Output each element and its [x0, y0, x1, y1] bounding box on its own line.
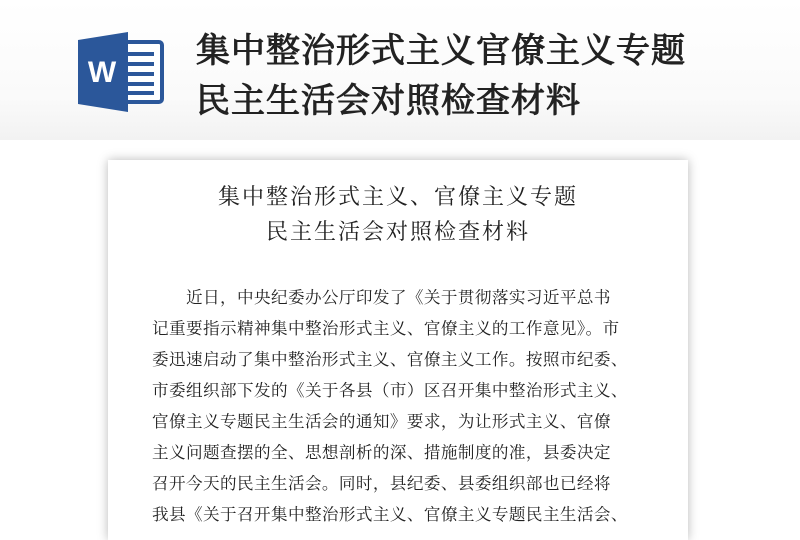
document-title-line-2: 民主生活会对照检查材料 — [196, 81, 581, 121]
body-line: 市委组织部下发的《关于各县（市）区召开集中整治形式主义、 — [152, 381, 628, 400]
word-icon-letter: W — [87, 56, 117, 89]
header-banner — [0, 0, 800, 140]
body-line: 近日，中央纪委办公厅印发了《关于贯彻落实习近平总书 — [152, 288, 611, 307]
body-line: 主义问题查摆的全、思想剖析的深、措施制度的准，县委决定 — [152, 443, 611, 462]
document-title-line-1: 集中整治形式主义官僚主义专题 — [196, 31, 686, 71]
document-title — [196, 26, 786, 126]
page-body — [152, 282, 652, 530]
body-line: 记重要指示精神集中整治形式主义、官僚主义的工作意见》。市 — [152, 319, 620, 338]
word-icon — [78, 32, 166, 112]
body-line: 召开今天的民主生活会。同时，县纪委、县委组织部也已经将 — [152, 474, 611, 493]
body-line: 我县《关于召开集中整治形式主义、官僚主义专题民主生活会、 — [152, 505, 628, 524]
page-heading — [108, 180, 688, 250]
body-line: 官僚主义专题民主生活会的通知》要求，为让形式主义、官僚 — [152, 412, 611, 431]
page-heading-line-1: 集中整治形式主义、官僚主义专题 — [217, 185, 578, 210]
body-line: 委迅速启动了集中整治形式主义、官僚主义工作。按照市纪委、 — [152, 350, 628, 369]
page-heading-line-2: 民主生活会对照检查材料 — [265, 220, 530, 245]
